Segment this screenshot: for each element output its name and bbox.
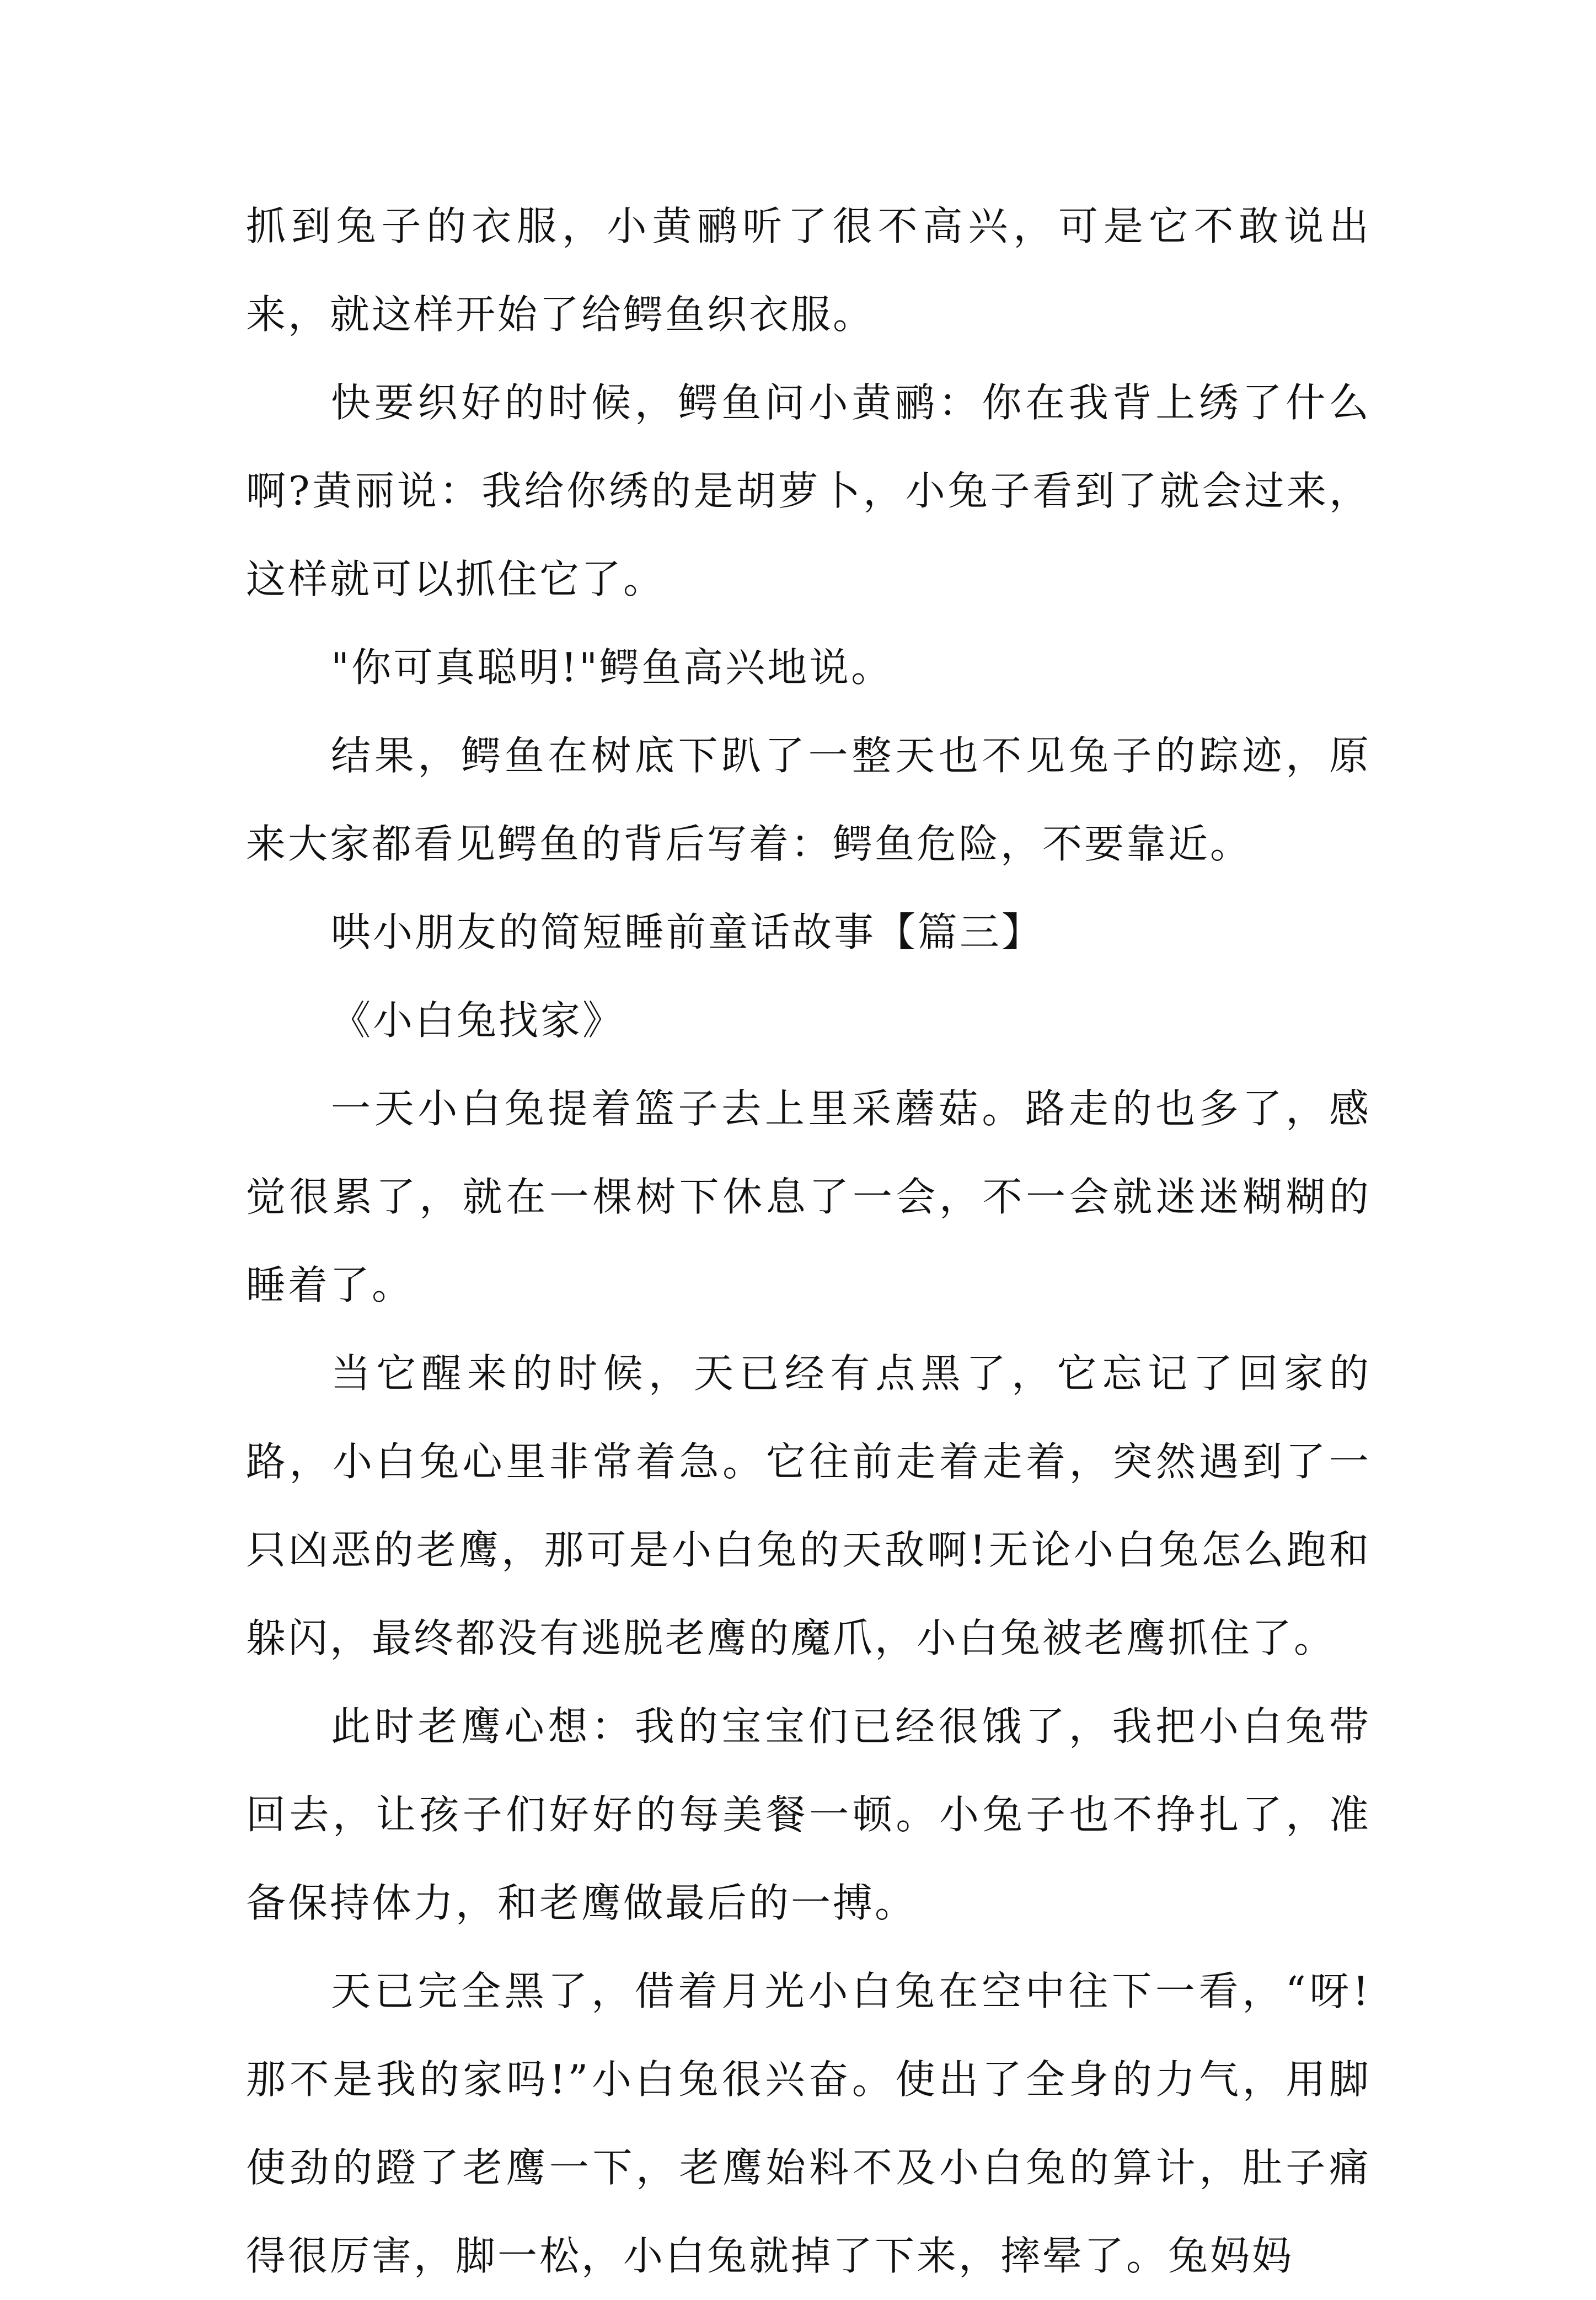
- paragraph-1: 抓到兔子的衣服，小黄鹂听了很不高兴，可是它不敢说出来，就这样开始了给鳄鱼织衣服。: [246, 203, 1371, 338]
- paragraph-8: 当它醒来的时候，天已经有点黑了，它忘记了回家的路，小白兔心里非常着急。它往前走着走着，突然遇到了一只凶恶的老鹰，那可是小白兔的天敌啊!无论小白兔怎么跑和躲闪，最终都没有逃脱老鹰的魔爪，小白兔被老鹰抓住了。: [246, 1350, 1371, 1661]
- paragraph-4: 结果，鳄鱼在树底下趴了一整天也不见兔子的踪迹，原来大家都看见鳄鱼的背后写着：鳄鱼危险，不要靠近。: [246, 732, 1371, 867]
- document-body: [246, 182, 1371, 2300]
- paragraph-7: 一天小白兔提着篮子去上里采蘑菇。路走的也多了，感觉很累了，就在一棵树下休息了一会，不一会就迷迷糊糊的睡着了。: [246, 1085, 1371, 1308]
- story-title: 《小白兔找家》: [331, 997, 625, 1044]
- paragraph-9: 此时老鹰心想：我的宝宝们已经很饿了，我把小白兔带回去，让孩子们好好的每美餐一顿。小兔子也不挣扎了，准备保持体力，和老鹰做最后的一搏。: [246, 1703, 1371, 1926]
- paragraph-10: 天已完全黑了，借着月光小白兔在空中往下一看，“呀!那不是我的家吗!”小白兔很兴奋。使出了全身的力气，用脚使劲的蹬了老鹰一下，老鹰始料不及小白兔的算计，肚子痛得很厉害，脚一松，小白兔就掉了下来，摔晕了。兔妈妈: [246, 1968, 1371, 2279]
- section-heading: 哄小朋友的简短睡前童话故事【篇三】: [331, 909, 1044, 955]
- paragraph-3: "你可真聪明!"鳄鱼高兴地说。: [331, 644, 893, 691]
- paragraph-2: 快要织好的时候，鳄鱼问小黄鹂：你在我背上绣了什么啊?黄丽说：我给你绣的是胡萝卜，小兔子看到了就会过来，这样就可以抓住它了。: [246, 379, 1371, 602]
